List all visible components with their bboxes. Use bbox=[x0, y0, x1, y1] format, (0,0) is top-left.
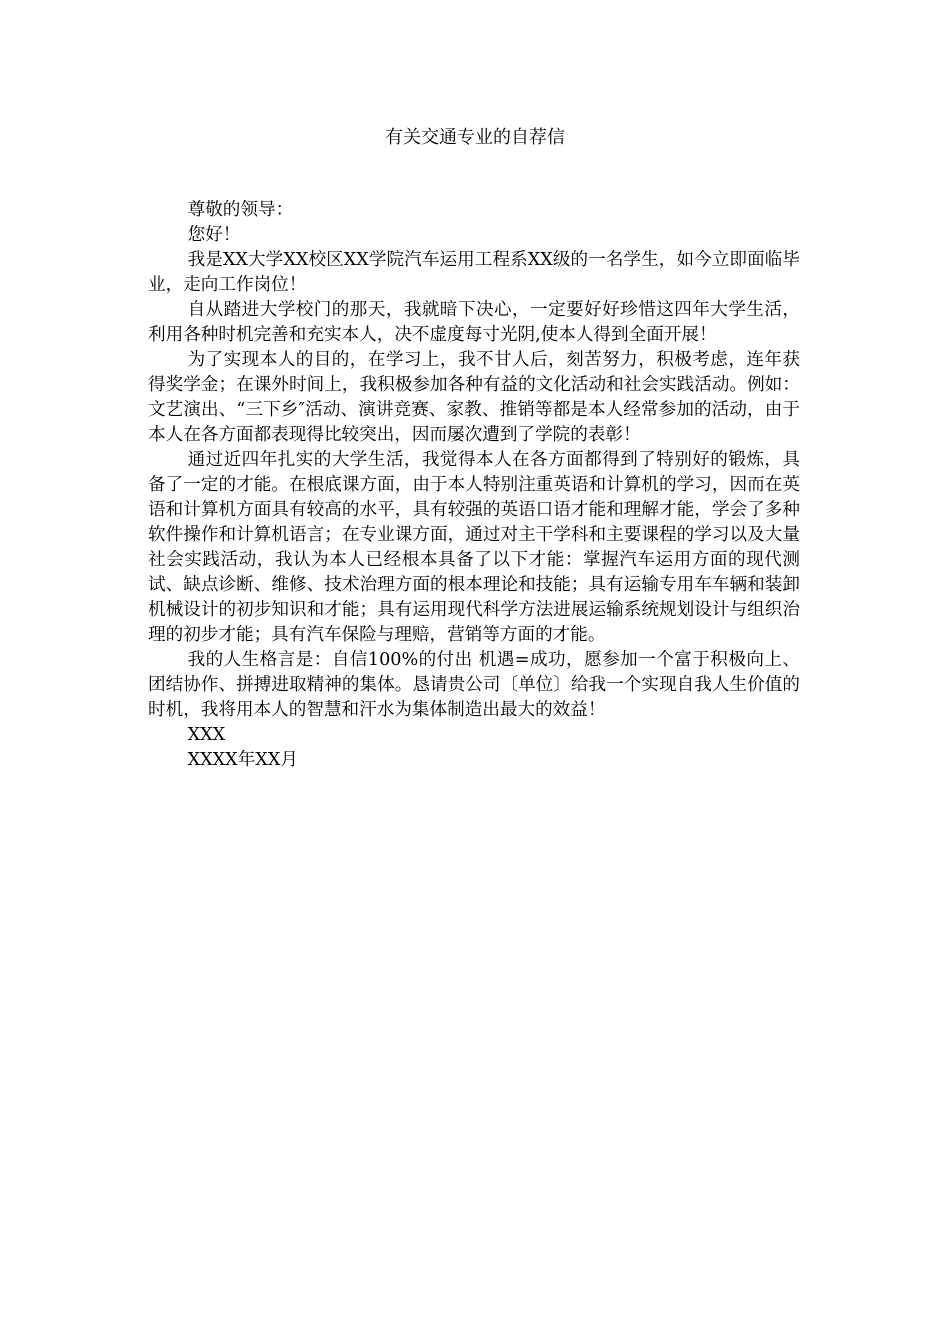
letter-body bbox=[148, 198, 800, 773]
greeting: 您好！ bbox=[187, 225, 241, 245]
signature: XXX bbox=[187, 725, 226, 745]
paragraph-skills: 通过近四年扎实的大学生活，我觉得本人在各方面都得到了特别好的锻炼，具备了一定的才能。在根底课方面，由于本人特别注重英语和计算机的学习，因而在英语和计算机方面具有较高的水平，具有较强的英语口语才能和理解才能，学会了多种软件操作和计算机语言；在专业课方面，通过对主干学科和主要课程的学习以及大量社会实践活动，我认为本人已经根本具备了以下才能：掌握汽车运用方面的现代测试、缺点诊断、维修、技术治理方面的根本理论和技能；具有运输专用车车辆和装卸机械设计的初步知识和才能；具有运用现代科学方法进展运输系统规划设计与组织治理的初步才能；具有汽车保险与理赔，营销等方面的才能。 bbox=[148, 450, 800, 645]
salutation: 尊敬的领导： bbox=[187, 200, 294, 220]
paragraph-motto: 我的人生格言是：自信100%的付出 机遇=成功，愿参加一个富于积极向上、团结协作、拼搏进取精神的集体。恳请贵公司〔单位〕给我一个实现自我人生价值的时机，我将用本人的智慧和汗水为集体制造出最大的效益！ bbox=[148, 650, 800, 720]
paragraph-achievements: 为了实现本人的目的，在学习上，我不甘人后，刻苦努力，积极考虑，连年获得奖学金；在课外时间上，我积极参加各种有益的文化活动和社会实践活动。例如：文艺演出、“三下乡″活动、演讲竞赛、家教、推销等都是本人经常参加的活动，由于本人在各方面都表现得比较突出，因而屡次遭到了学院的表彰！ bbox=[148, 350, 800, 445]
page-title: 有关交通专业的自荐信 bbox=[385, 127, 565, 148]
paragraph-resolve: 自从踏进大学校门的那天，我就暗下决心，一定要好好珍惜这四年大学生活，利用各种时机完善和充实本人，决不虚度每寸光阴,使本人得到全面开展！ bbox=[148, 300, 800, 345]
paragraph-intro: 我是XX大学XX校区XX学院汽车运用工程系XX级的一名学生，如今立即面临毕业，走向工作岗位！ bbox=[148, 250, 800, 295]
date: XXXX年XX月 bbox=[187, 750, 298, 770]
